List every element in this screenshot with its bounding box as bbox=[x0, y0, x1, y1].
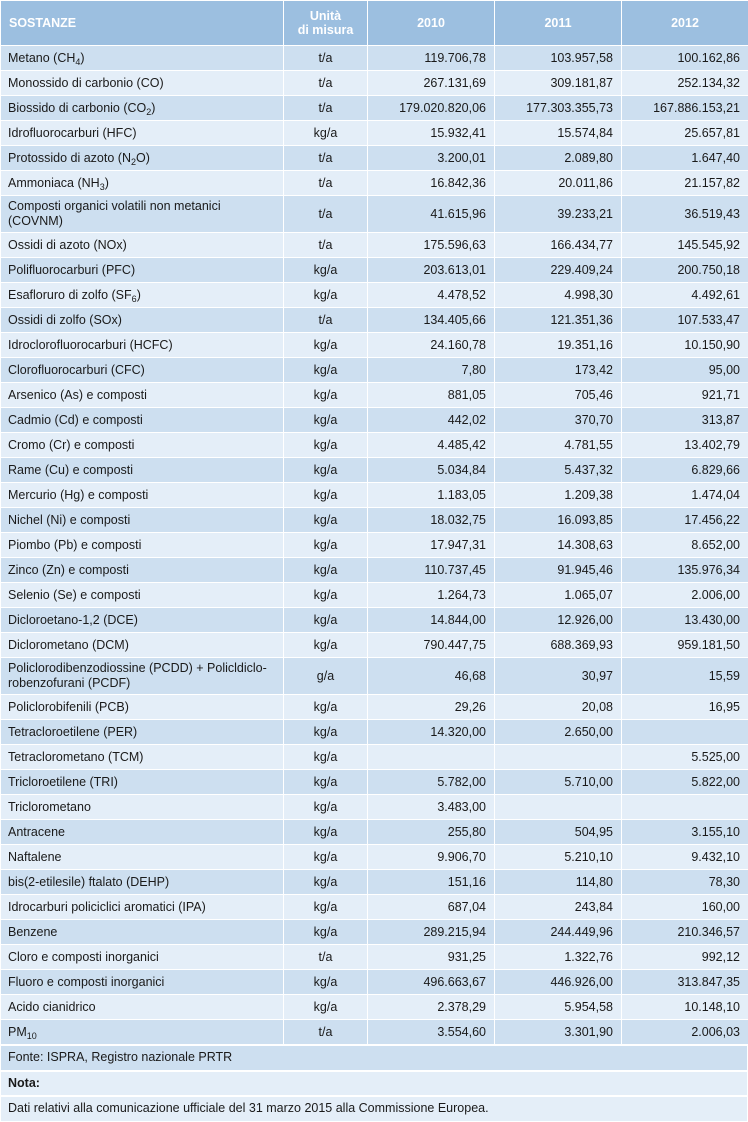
cell-substance: Polifluorocarburi (PFC) bbox=[1, 258, 284, 283]
cell-substance: Naftalene bbox=[1, 845, 284, 870]
table-row bbox=[1, 146, 748, 171]
cell-value-2012: 10.150,90 bbox=[622, 333, 748, 358]
cell-substance: Cadmio (Cd) e composti bbox=[1, 408, 284, 433]
column-header-substances: SOSTANZE bbox=[1, 1, 284, 46]
cell-unit: g/a bbox=[284, 658, 368, 695]
cell-value-2012: 921,71 bbox=[622, 383, 748, 408]
cell-value-2012: 13.402,79 bbox=[622, 433, 748, 458]
unit-header-line1: Unità bbox=[310, 9, 341, 23]
cell-value-2012: 8.652,00 bbox=[622, 533, 748, 558]
cell-substance: Nichel (Ni) e composti bbox=[1, 508, 284, 533]
cell-unit: kg/a bbox=[284, 820, 368, 845]
cell-substance: Acido cianidrico bbox=[1, 995, 284, 1020]
cell-value-2012: 100.162,86 bbox=[622, 46, 748, 71]
cell-value-2011: 229.409,24 bbox=[495, 258, 622, 283]
cell-unit: kg/a bbox=[284, 608, 368, 633]
cell-value-2011: 121.351,36 bbox=[495, 308, 622, 333]
cell-value-2010: 7,80 bbox=[368, 358, 495, 383]
cell-value-2011: 5.710,00 bbox=[495, 770, 622, 795]
cell-value-2010: 9.906,70 bbox=[368, 845, 495, 870]
cell-value-2011: 1.322,76 bbox=[495, 945, 622, 970]
cell-value-2011: 20.011,86 bbox=[495, 171, 622, 196]
cell-substance: $PM_{10}$ bbox=[1, 1020, 284, 1045]
cell-substance: Metano $(CH_4)$ bbox=[1, 46, 284, 71]
table-row bbox=[1, 720, 748, 745]
header-row bbox=[1, 1, 748, 46]
cell-unit: kg/a bbox=[284, 458, 368, 483]
cell-value-2012: 16,95 bbox=[622, 695, 748, 720]
cell-unit: t/a bbox=[284, 1020, 368, 1045]
cell-unit: kg/a bbox=[284, 695, 368, 720]
cell-value-2011: 16.093,85 bbox=[495, 508, 622, 533]
cell-substance: Protossido di azoto $(N_2O)$ bbox=[1, 146, 284, 171]
cell-substance: Idroclorofluorocarburi (HCFC) bbox=[1, 333, 284, 358]
cell-value-2010: 24.160,78 bbox=[368, 333, 495, 358]
cell-substance: Policlorodibenzodiossine (PCDD) + Policldiclo-robenzofurani (PCDF) bbox=[1, 658, 284, 695]
table-row bbox=[1, 558, 748, 583]
table-row bbox=[1, 533, 748, 558]
cell-value-2012: 145.545,92 bbox=[622, 233, 748, 258]
cell-value-2011: 30,97 bbox=[495, 658, 622, 695]
cell-unit: kg/a bbox=[284, 870, 368, 895]
table-row bbox=[1, 508, 748, 533]
cell-value-2010: 1.264,73 bbox=[368, 583, 495, 608]
cell-value-2011: 688.369,93 bbox=[495, 633, 622, 658]
cell-unit: t/a bbox=[284, 196, 368, 233]
cell-substance: Tetracloroetilene (PER) bbox=[1, 720, 284, 745]
cell-substance: Ossidi di azoto (NOx) bbox=[1, 233, 284, 258]
cell-substance: Mercurio (Hg) e composti bbox=[1, 483, 284, 508]
cell-value-2012: 160,00 bbox=[622, 895, 748, 920]
cell-value-2012: 210.346,57 bbox=[622, 920, 748, 945]
cell-value-2012: 200.750,18 bbox=[622, 258, 748, 283]
cell-value-2010: 881,05 bbox=[368, 383, 495, 408]
cell-value-2011: 173,42 bbox=[495, 358, 622, 383]
table-row bbox=[1, 770, 748, 795]
cell-value-2010 bbox=[368, 745, 495, 770]
table-row bbox=[1, 333, 748, 358]
cell-value-2012: 13.430,00 bbox=[622, 608, 748, 633]
cell-unit: kg/a bbox=[284, 558, 368, 583]
cell-value-2010: 931,25 bbox=[368, 945, 495, 970]
cell-value-2012: 1.474,04 bbox=[622, 483, 748, 508]
column-header-2010: 2010 bbox=[368, 1, 495, 46]
cell-substance: Triclorometano bbox=[1, 795, 284, 820]
cell-substance: Ossidi di zolfo (SOx) bbox=[1, 308, 284, 333]
cell-value-2011: 39.233,21 bbox=[495, 196, 622, 233]
cell-value-2010: 110.737,45 bbox=[368, 558, 495, 583]
table-row bbox=[1, 383, 748, 408]
cell-value-2012 bbox=[622, 720, 748, 745]
cell-substance: Monossido di carbonio (CO) bbox=[1, 71, 284, 96]
cell-substance: Antracene bbox=[1, 820, 284, 845]
table-row bbox=[1, 1020, 748, 1045]
cell-value-2011: 2.089,80 bbox=[495, 146, 622, 171]
cell-unit: kg/a bbox=[284, 995, 368, 1020]
cell-value-2010: 29,26 bbox=[368, 695, 495, 720]
cell-substance: Biossido di carbonio $(CO_2)$ bbox=[1, 96, 284, 121]
cell-value-2012: 167.886.153,21 bbox=[622, 96, 748, 121]
table-header bbox=[1, 1, 748, 46]
table-row bbox=[1, 433, 748, 458]
cell-unit: t/a bbox=[284, 46, 368, 71]
cell-value-2010: 4.478,52 bbox=[368, 283, 495, 308]
cell-unit: t/a bbox=[284, 945, 368, 970]
cell-value-2011: 4.781,55 bbox=[495, 433, 622, 458]
cell-value-2010: 18.032,75 bbox=[368, 508, 495, 533]
table-row bbox=[1, 46, 748, 71]
cell-value-2011: 705,46 bbox=[495, 383, 622, 408]
cell-substance: Cromo (Cr) e composti bbox=[1, 433, 284, 458]
cell-substance: Tetraclorometano (TCM) bbox=[1, 745, 284, 770]
cell-value-2012: 21.157,82 bbox=[622, 171, 748, 196]
table-row bbox=[1, 233, 748, 258]
cell-value-2012: 2.006,00 bbox=[622, 583, 748, 608]
cell-unit: t/a bbox=[284, 308, 368, 333]
cell-value-2010: 41.615,96 bbox=[368, 196, 495, 233]
table-row bbox=[1, 483, 748, 508]
cell-value-2012: 992,12 bbox=[622, 945, 748, 970]
cell-unit: kg/a bbox=[284, 970, 368, 995]
cell-value-2012: 10.148,10 bbox=[622, 995, 748, 1020]
cell-value-2011: 1.209,38 bbox=[495, 483, 622, 508]
cell-substance: Fluoro e composti inorganici bbox=[1, 970, 284, 995]
table-row bbox=[1, 895, 748, 920]
cell-value-2011: 114,80 bbox=[495, 870, 622, 895]
cell-substance: Idrofluorocarburi (HFC) bbox=[1, 121, 284, 146]
cell-value-2012: 1.647,40 bbox=[622, 146, 748, 171]
cell-value-2012: 2.006,03 bbox=[622, 1020, 748, 1045]
cell-value-2011: 243,84 bbox=[495, 895, 622, 920]
cell-substance: Idrocarburi policiclici aromatici (IPA) bbox=[1, 895, 284, 920]
cell-unit: kg/a bbox=[284, 483, 368, 508]
column-header-unit bbox=[284, 1, 368, 46]
cell-substance: Tricloroetilene (TRI) bbox=[1, 770, 284, 795]
cell-value-2010: 790.447,75 bbox=[368, 633, 495, 658]
cell-unit: kg/a bbox=[284, 745, 368, 770]
cell-value-2010: 15.932,41 bbox=[368, 121, 495, 146]
cell-value-2010: 687,04 bbox=[368, 895, 495, 920]
cell-substance: bis(2-etilesile) ftalato (DEHP) bbox=[1, 870, 284, 895]
cell-substance: Zinco (Zn) e composti bbox=[1, 558, 284, 583]
cell-unit: t/a bbox=[284, 71, 368, 96]
cell-value-2011: 177.303.355,73 bbox=[495, 96, 622, 121]
cell-unit: kg/a bbox=[284, 795, 368, 820]
table-row bbox=[1, 358, 748, 383]
cell-value-2012: 313,87 bbox=[622, 408, 748, 433]
table-row bbox=[1, 71, 748, 96]
cell-value-2011: 504,95 bbox=[495, 820, 622, 845]
cell-value-2010: 179.020.820,06 bbox=[368, 96, 495, 121]
table-body bbox=[1, 46, 748, 1045]
cell-value-2012: 107.533,47 bbox=[622, 308, 748, 333]
cell-value-2010: 255,80 bbox=[368, 820, 495, 845]
cell-value-2011: 244.449,96 bbox=[495, 920, 622, 945]
cell-value-2012: 135.976,34 bbox=[622, 558, 748, 583]
cell-value-2010: 442,02 bbox=[368, 408, 495, 433]
cell-substance: Benzene bbox=[1, 920, 284, 945]
cell-unit: kg/a bbox=[284, 283, 368, 308]
cell-unit: kg/a bbox=[284, 583, 368, 608]
cell-substance: Policlorobifenili (PCB) bbox=[1, 695, 284, 720]
cell-value-2011: 309.181,87 bbox=[495, 71, 622, 96]
cell-unit: kg/a bbox=[284, 358, 368, 383]
cell-substance: Composti organici volatili non metanici (COVNM) bbox=[1, 196, 284, 233]
table-row bbox=[1, 96, 748, 121]
cell-value-2012: 25.657,81 bbox=[622, 121, 748, 146]
cell-value-2010: 5.034,84 bbox=[368, 458, 495, 483]
table-row bbox=[1, 121, 748, 146]
cell-unit: kg/a bbox=[284, 845, 368, 870]
cell-value-2011: 370,70 bbox=[495, 408, 622, 433]
cell-value-2010: 46,68 bbox=[368, 658, 495, 695]
cell-substance: Selenio (Se) e composti bbox=[1, 583, 284, 608]
cell-value-2011: 19.351,16 bbox=[495, 333, 622, 358]
cell-value-2010: 151,16 bbox=[368, 870, 495, 895]
cell-value-2010: 3.200,01 bbox=[368, 146, 495, 171]
table-row bbox=[1, 608, 748, 633]
cell-unit: kg/a bbox=[284, 433, 368, 458]
table-row bbox=[1, 633, 748, 658]
cell-value-2012: 9.432,10 bbox=[622, 845, 748, 870]
cell-unit: kg/a bbox=[284, 533, 368, 558]
cell-value-2011: 20,08 bbox=[495, 695, 622, 720]
cell-unit: kg/a bbox=[284, 121, 368, 146]
table-footer-notes bbox=[0, 1045, 748, 1122]
cell-unit: kg/a bbox=[284, 333, 368, 358]
note-text: Dati relativi alla comunicazione ufficiale del 31 marzo 2015 alla Commissione Europea. bbox=[0, 1096, 748, 1122]
cell-unit: kg/a bbox=[284, 895, 368, 920]
cell-value-2010: 3.483,00 bbox=[368, 795, 495, 820]
cell-value-2010: 119.706,78 bbox=[368, 46, 495, 71]
cell-value-2012: 5.822,00 bbox=[622, 770, 748, 795]
cell-substance: Clorofluorocarburi (CFC) bbox=[1, 358, 284, 383]
cell-value-2011: 12.926,00 bbox=[495, 608, 622, 633]
cell-value-2012: 17.456,22 bbox=[622, 508, 748, 533]
cell-value-2012: 252.134,32 bbox=[622, 71, 748, 96]
cell-value-2011: 166.434,77 bbox=[495, 233, 622, 258]
cell-value-2011: 103.957,58 bbox=[495, 46, 622, 71]
cell-value-2010: 175.596,63 bbox=[368, 233, 495, 258]
cell-value-2011: 3.301,90 bbox=[495, 1020, 622, 1045]
table-row bbox=[1, 283, 748, 308]
table-row bbox=[1, 583, 748, 608]
source-note: Fonte: ISPRA, Registro nazionale PRTR bbox=[0, 1045, 748, 1071]
cell-value-2011: 5.437,32 bbox=[495, 458, 622, 483]
table-row bbox=[1, 695, 748, 720]
cell-unit: kg/a bbox=[284, 258, 368, 283]
cell-substance: Ammoniaca $(NH_3)$ bbox=[1, 171, 284, 196]
cell-value-2012: 95,00 bbox=[622, 358, 748, 383]
cell-value-2012 bbox=[622, 795, 748, 820]
cell-unit: kg/a bbox=[284, 720, 368, 745]
table-row bbox=[1, 745, 748, 770]
cell-value-2012: 3.155,10 bbox=[622, 820, 748, 845]
cell-value-2010: 267.131,69 bbox=[368, 71, 495, 96]
cell-unit: kg/a bbox=[284, 408, 368, 433]
table-row bbox=[1, 408, 748, 433]
cell-value-2011: 2.650,00 bbox=[495, 720, 622, 745]
cell-substance: Dicloroetano-1,2 (DCE) bbox=[1, 608, 284, 633]
table-row bbox=[1, 970, 748, 995]
unit-header-line2: di misura bbox=[298, 23, 354, 37]
table-row bbox=[1, 658, 748, 695]
cell-unit: t/a bbox=[284, 146, 368, 171]
table-row bbox=[1, 458, 748, 483]
cell-value-2010: 14.320,00 bbox=[368, 720, 495, 745]
column-header-2011: 2011 bbox=[495, 1, 622, 46]
cell-value-2010: 2.378,29 bbox=[368, 995, 495, 1020]
table-row bbox=[1, 795, 748, 820]
cell-unit: t/a bbox=[284, 96, 368, 121]
cell-unit: kg/a bbox=[284, 920, 368, 945]
table-row bbox=[1, 945, 748, 970]
cell-value-2012: 4.492,61 bbox=[622, 283, 748, 308]
cell-value-2011: 4.998,30 bbox=[495, 283, 622, 308]
cell-value-2012: 6.829,66 bbox=[622, 458, 748, 483]
cell-value-2010: 16.842,36 bbox=[368, 171, 495, 196]
cell-value-2011: 15.574,84 bbox=[495, 121, 622, 146]
cell-substance: Diclorometano (DCM) bbox=[1, 633, 284, 658]
cell-value-2010: 4.485,42 bbox=[368, 433, 495, 458]
cell-value-2010: 1.183,05 bbox=[368, 483, 495, 508]
table-row bbox=[1, 308, 748, 333]
cell-unit: kg/a bbox=[284, 633, 368, 658]
cell-unit: kg/a bbox=[284, 770, 368, 795]
cell-unit: kg/a bbox=[284, 383, 368, 408]
cell-value-2011: 446.926,00 bbox=[495, 970, 622, 995]
cell-value-2012: 15,59 bbox=[622, 658, 748, 695]
cell-substance: Piombo (Pb) e composti bbox=[1, 533, 284, 558]
cell-value-2011: 1.065,07 bbox=[495, 583, 622, 608]
cell-substance: Arsenico (As) e composti bbox=[1, 383, 284, 408]
cell-value-2011: 5.210,10 bbox=[495, 845, 622, 870]
cell-substance: Cloro e composti inorganici bbox=[1, 945, 284, 970]
cell-value-2012: 959.181,50 bbox=[622, 633, 748, 658]
cell-unit: kg/a bbox=[284, 508, 368, 533]
cell-value-2010: 289.215,94 bbox=[368, 920, 495, 945]
table-row bbox=[1, 995, 748, 1020]
column-header-2012: 2012 bbox=[622, 1, 748, 46]
cell-unit: t/a bbox=[284, 233, 368, 258]
table-row bbox=[1, 920, 748, 945]
cell-value-2012: 313.847,35 bbox=[622, 970, 748, 995]
table-row bbox=[1, 820, 748, 845]
cell-value-2010: 203.613,01 bbox=[368, 258, 495, 283]
cell-value-2010: 14.844,00 bbox=[368, 608, 495, 633]
table-row bbox=[1, 845, 748, 870]
cell-value-2010: 17.947,31 bbox=[368, 533, 495, 558]
cell-value-2011: 14.308,63 bbox=[495, 533, 622, 558]
cell-substance: Esafloruro di zolfo $(SF_6)$ bbox=[1, 283, 284, 308]
cell-unit: t/a bbox=[284, 171, 368, 196]
table-row bbox=[1, 870, 748, 895]
cell-value-2011 bbox=[495, 795, 622, 820]
cell-value-2012: 36.519,43 bbox=[622, 196, 748, 233]
table-row bbox=[1, 258, 748, 283]
cell-value-2011 bbox=[495, 745, 622, 770]
cell-substance: Rame (Cu) e composti bbox=[1, 458, 284, 483]
cell-value-2010: 134.405,66 bbox=[368, 308, 495, 333]
table-row bbox=[1, 171, 748, 196]
cell-value-2010: 5.782,00 bbox=[368, 770, 495, 795]
cell-value-2011: 5.954,58 bbox=[495, 995, 622, 1020]
cell-value-2012: 5.525,00 bbox=[622, 745, 748, 770]
cell-value-2011: 91.945,46 bbox=[495, 558, 622, 583]
note-label: Nota: bbox=[0, 1071, 748, 1097]
cell-value-2012: 78,30 bbox=[622, 870, 748, 895]
table-row bbox=[1, 196, 748, 233]
cell-value-2010: 3.554,60 bbox=[368, 1020, 495, 1045]
cell-value-2010: 496.663,67 bbox=[368, 970, 495, 995]
